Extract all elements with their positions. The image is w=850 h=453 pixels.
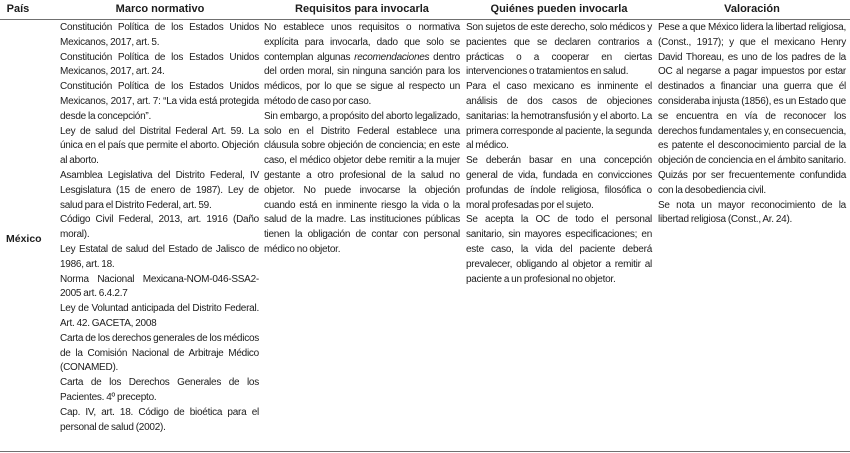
marco-item: Constitución Política de los Estados Unidos Mexicanos, 2017, art. 24. [60, 51, 259, 78]
header-quienes: Quiénes pueden invocarla [490, 3, 628, 15]
country-cell: México [6, 233, 42, 245]
header-valoracion: Valoración [724, 3, 780, 15]
marco-item: Cap. IV, art. 18. Código de bioética para el personal de salud (2002). [60, 406, 259, 433]
header-marco-normativo: Marco normativo [115, 3, 205, 15]
marco-item: Ley Estatal de salud del Estado de Jalisco de 1986, art. 18. [60, 243, 259, 270]
requisitos-paragraph-2: Sin embargo, a propósito del aborto legalizado, solo en el Distrito Federal establece una cláusula sobre objeción de conciencia; en este caso, el médico objetor debe remitir a la mujer gestante a otro profesional de la salud no objetor. No puede invocarse la objeción cuando está en inminente riesgo la vida o la salud de la madre. Las instituciones públicas tienen la obligación de contar con personal médico no objetor. [264, 110, 460, 255]
bottom-rule [0, 451, 850, 452]
valoracion-cell [658, 21, 846, 228]
marco-item: Carta de los Derechos Generales de los Pacientes. 4º precepto. [60, 377, 259, 403]
header-requisitos: Requisitos para invocarla [295, 3, 429, 15]
header-rule [0, 19, 850, 20]
requisitos-paragraph-1: No establece unos requisitos o normativa explícita para invocarla, dado que solo se contemplan algunas recomendaciones dentro del orden moral, sin ninguna sanción para los médicos, por lo que se sigue al respecto un método de caso por caso. [264, 22, 460, 107]
marco-item: Ley de Voluntad anticipada del Distrito Federal. Art. 42. GACETA, 2008 [60, 303, 259, 329]
marco-item: Constitución Política de los Estados Unidos Mexicanos, 2017, art. 7: “La vida está protegida desde la concepción”. [60, 81, 259, 122]
marco-item: Carta de los derechos generales de los médicos de la Comisión Nacional de Arbitraje Médico (CONAMED). [60, 332, 260, 374]
quienes-paragraph: Se acepta la OC de todo el personal sanitario, sin mayores especificaciones; en este caso, la vida del paciente deberá prevalecer, obligando al objetor a remitir al paciente a un profesional no objetor. [466, 214, 652, 285]
marco-item: Código Civil Federal, 2013, art. 1916 (Daño moral). [60, 214, 259, 241]
marco-item: Norma Nacional Mexicana-NOM-046-SSA2-2005 art. 6.4.2.7 [60, 273, 259, 300]
requisitos-cell [264, 21, 460, 258]
marco-normativo-cell [60, 21, 259, 435]
valoracion-paragraph: Se nota un mayor reconocimiento de la libertad religiosa (Const., Ar. 24). [658, 199, 846, 226]
marco-item: Constitución Política de los Estados Unidos Mexicanos, 2017, art. 5. [60, 22, 259, 48]
quienes-paragraph: Para el caso mexicano es inminente el análisis de dos casos de objeciones sanitarias: la hemotransfusión y el aborto. La primera corresponde al paciente, la segunda al médico. [466, 81, 652, 152]
recomendaciones-emphasis: recomendaciones [354, 51, 430, 63]
marco-item: Ley de salud del Distrital Federal Art. 59. La única en el país que permite el aborto. Objeción al aborto. [60, 125, 259, 167]
quienes-paragraph: Se deberán basar en una concepción general de vida, fundada en convicciones profundas de índole religiosa, filosófica o moral profesadas por el sujeto. [466, 155, 652, 211]
valoracion-paragraph: Pese a que México lidera la libertad religiosa, (Const., 1917); y que el mexicano Henry David Thoreau, es uno de los padres de la OC al negarse a pagar impuestos por estar destinados a financiar una guerra que él consideraba injusta (1856), es un Estado que se encuentra en vía de reconocer los derechos fundamentales y, en consecuencia, es patente el desconocimiento parcial de la objeción de conciencia en el ámbito sanitario. Quizás por ser frecuentemente confundida con la desobediencia civil. [658, 22, 846, 196]
quienes-paragraph: Son sujetos de este derecho, solo médicos y pacientes que se declaren contrarios a prácticas o a cooperar en ciertas intervenciones o tratamientos en salud. [466, 22, 652, 78]
quienes-cell [466, 21, 652, 287]
marco-item: Asamblea Legislativa del Distrito Federal, IV Lesgislatura (15 de enero de 1987). Ley de salud para el Distrito Federal, art. 59. [60, 169, 259, 211]
header-pais: País [6, 3, 30, 15]
